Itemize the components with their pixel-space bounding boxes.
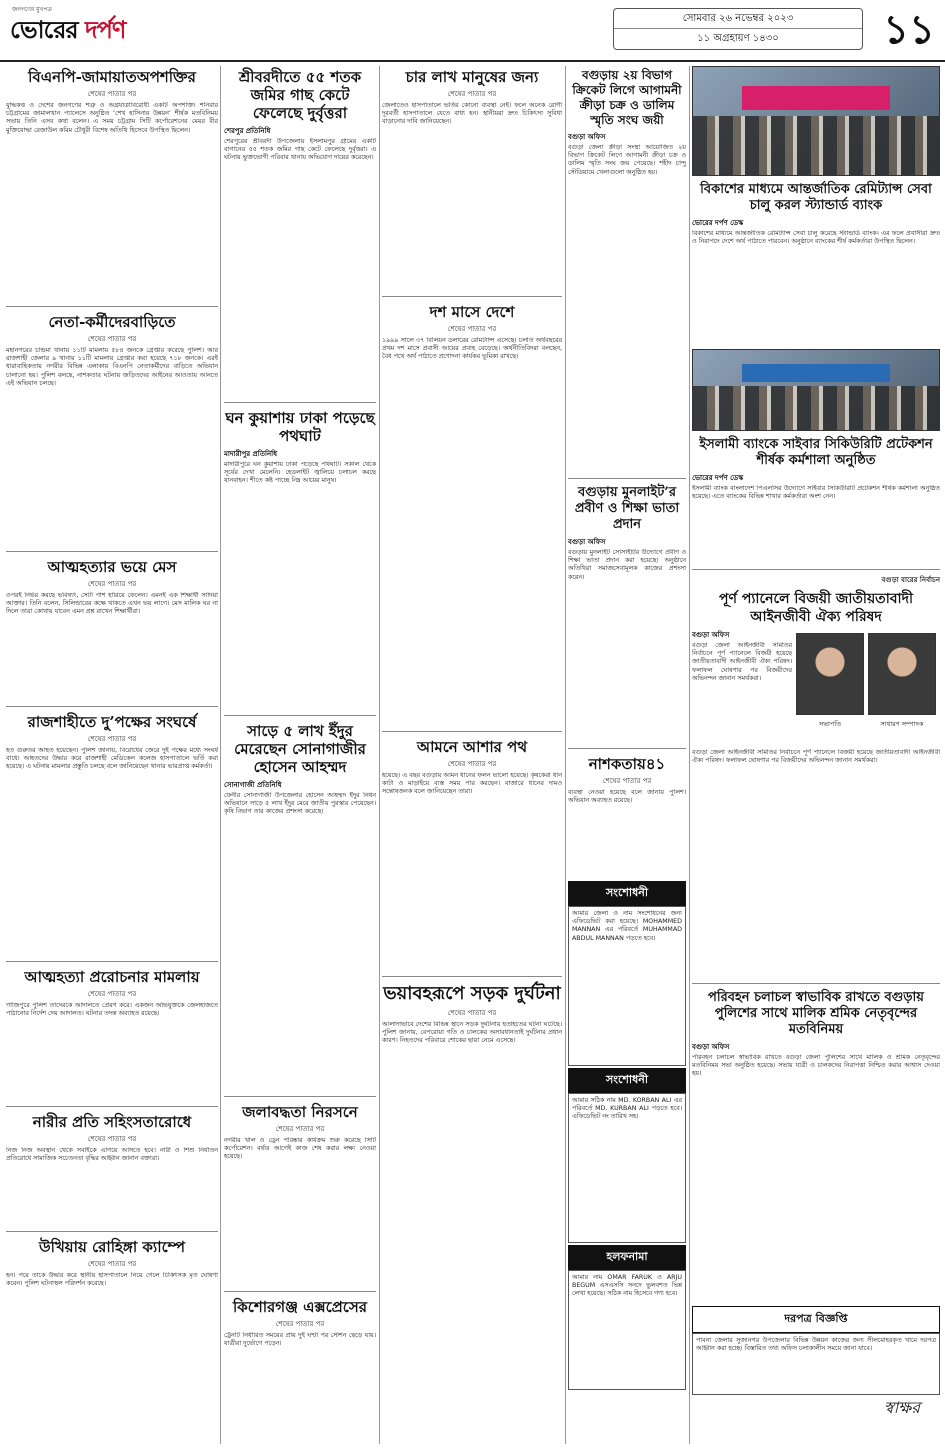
byline: বগুড়া অফিস xyxy=(692,1043,730,1051)
article-body: ইসলামী ব্যাংক বাংলাদেশ পিএলসির উদ্যোগে সাইবার সিকিউরিটি প্রটেকশন শীর্ষক কর্মশালা অনুষ্ঠিত হয়েছে। এতে ব্যাংকের বিভিন্ন শাখার কর্মকর্তারা অংশ নেন। xyxy=(692,485,940,501)
headline: বগুড়ায় মুনলাইট’র প্রবীণ ও শিক্ষা ভাতা প্রদান xyxy=(574,485,680,532)
article-body: মহানগরের চন্দ্রিমা থানায় ১১টি মামলায় ৫৮৪ জনকে গ্রেপ্তার করেছে পুলিশ। আর রাজশাহী জেলার ৯ থানায় ১১টি মামলায় গ্রেপ্তার করা হয়েছে ৭১৮ জনকে। এরই ধারাবাহিকতায় নগরীর বিভিন্ন এলাকায় বিএনপি নেতাকর্মীদের বাড়িতে অভিযান চালানো হয়। পুলিশ বলছে, নাশকতার ঘটনায় জড়িতদের আইনের আওতায় আনতে এই অভিযান চলছে। xyxy=(6,347,218,387)
byline: ভোরের দর্পণ ডেস্ক xyxy=(692,219,744,227)
column-divider xyxy=(379,66,380,1444)
headline: নাশকতায়৪১ xyxy=(588,755,666,773)
event-photo xyxy=(692,66,940,176)
article-body: হন। পরে তাকে উদ্ধার করে স্থানীয় হাসপাতালে নিয়ে গেলে চিকিৎসক মৃত ঘোষণা করেন। পুলিশ ঘটনাস্থল পরিদর্শন করেছে। xyxy=(6,1272,218,1288)
article-body: বগুড়া জেলা ক্রীড়া সংস্থা আয়োজিত ২য় বিভাগ ক্রিকেট লিগে আগামনী ক্রীড়া চক্র ও ডালিম স্মৃতি সংঘ জয় পেয়েছে। শহীদ চান্দু স্টেডিয়ামে খেলাগুলো অনুষ্ঠিত হয়। xyxy=(568,144,686,176)
article-body: ট্রেনটি নির্ধারিত সময়ের প্রায় দুই ঘণ্টা পর স্টেশন ছেড়ে যায়। যাত্রীরা দুর্ভোগে পড়েন। xyxy=(224,1332,376,1348)
masthead xyxy=(0,0,945,62)
byline: মাদারীপুর প্রতিনিধি xyxy=(224,450,278,458)
article-body: যুদ্ধিকত্ত ও দেশের জনগণের শত্রু ও অগ্রযাত্রাবিরোধী একটি অপশক্তি। শনিবার চট্টগ্রামের জামালখান প্যালেসে অনুষ্ঠিত ‘শেখ হাসিনার উন্নয়ন’ শীর্ষক মতবিনিময় সভায় তিনি এসব কথা বলেন। এ সময় চট্টগ্রাম সিটি কর্পোরেশনের মেয়র বীর মুক্তিযোদ্ধা রেজাউল করিম চৌধুরী বিশেষ অতিথি হিসেবে উপস্থিত ছিলেন। xyxy=(6,102,218,134)
byline: বগুড়া অফিস xyxy=(568,133,606,141)
date-bangla: ১১ অগ্রহায়ণ ১৪৩০ xyxy=(697,33,779,44)
notice-heading: সংশোধনী xyxy=(568,881,686,906)
continuation-note: শেষের পাতার পর xyxy=(87,735,137,743)
headline: নারীর প্রতি সহিংসতারোধে xyxy=(32,1113,192,1131)
headline: আমনে আশার পথ xyxy=(416,738,528,756)
notice-heading: সংশোধনী xyxy=(568,1068,686,1093)
article-body: ব্যবস্থা নেওয়া হয়েছে বলে জানায় পুলিশ। অভিযান অব্যাহত রয়েছে। xyxy=(568,789,686,805)
article-body: হত গুরুতর আহত হয়েছেন। পুলিশ জানায়, বিরোধের জেরে দুই পক্ষের মধ্যে সংঘর্ষ বাধে। আহতদের উদ্ধার করে রাজশাহী মেডিকেল কলেজ হাসপাতালে ভর্তি করা হয়েছে। এ ঘটনায় মামলার প্রস্তুতি চলছে বলে জানিয়েছেন থানার ভারপ্রাপ্ত কর্মকর্তা। xyxy=(6,747,218,771)
article-body: পরিবহন চলাচল স্বাভাবিক রাখতে বগুড়া জেলা পুলিশের সাথে মালিক ও শ্রমিক নেতৃবৃন্দের মতবিনিময় সভা অনুষ্ঠিত হয়েছে। সভায় যাত্রী ও চালকদের নিরাপত্তা নিশ্চিত করার আশ্বাস দেওয়া হয়। xyxy=(692,1054,940,1078)
column-2 xyxy=(224,66,376,1442)
column-3 xyxy=(382,66,562,1452)
election-story xyxy=(692,629,940,749)
headline: চার লাখ মানুষের জন্য xyxy=(405,68,539,86)
article-body: শেরপুরের শ্রীবরদী উপজেলায় ইসলামপুর গ্রামের একটি বাগানের ৫৫ শতক জমির গাছ কেটে ফেলেছে দুর্বৃত্তরা। এ ঘটনায় ভুক্তভোগী পরিবার থানায় অভিযোগ দায়ের করেছেন। xyxy=(224,138,376,162)
continuation-note: শেষের পাতার পর xyxy=(87,1260,137,1268)
article-body: বিকাশের মাধ্যমে আন্তর্জাতিক রেমিট্যান্স সেবা চালু করেছে স্ট্যান্ডার্ড ব্যাংক। এর ফলে প্রবাসীরা দ্রুত ও নিরাপদে দেশে অর্থ পাঠাতে পারবেন। অনুষ্ঠানে ব্যাংকের শীর্ষ কর্মকর্তারা উপস্থিত ছিলেন। xyxy=(692,230,940,246)
notice-body: আমার সঠিক নাম MD. KORBAN ALI এর পরিবর্তে MD. KURBAN ALI পড়তে হবে। এফিডেভিট নং তারিখ সহ। xyxy=(568,1093,686,1243)
portrait-caption: সাধারণ সম্পাদক xyxy=(880,720,924,728)
headline: দশ মাসে দেশে xyxy=(429,303,515,321)
notice-body: আমার জেলা ও নাম সংশোধনের জন্য এফিডেভিট করা হয়েছে। MOHAMMED MANNAN এর পরিবর্তে MUHAMMAD ABDUL MANNAN পড়তে হবে। xyxy=(568,906,686,1066)
byline: বগুড়া অফিস xyxy=(692,631,730,639)
notice-heading: হলফনামা xyxy=(568,1245,686,1270)
headline: ইসলামী ব্যাংকে সাইবার সিকিউরিটি প্রটেকশন শীর্ষক কর্মশালা অনুষ্ঠিত xyxy=(699,437,933,468)
secretary-portrait xyxy=(868,633,936,715)
headline: নেতা-কর্মীদেরবাড়িতে xyxy=(48,313,176,331)
tender-body: পাবনা জেলার সুজানগর উপজেলার বিভিন্ন উন্নয়ন কাজের জন্য সীলমোহরকৃত খামে দরপত্র আহ্বান করা হচ্ছে। বিস্তারিত তথ্য অফিস চলাকালীন সময়ে জানা যাবে। xyxy=(692,1333,940,1395)
column-divider xyxy=(565,66,566,1444)
continuation-note: শেষের পাতার পর xyxy=(275,1125,325,1133)
newspaper-logo xyxy=(10,12,125,52)
headline: জলাবদ্ধতা নিরসনে xyxy=(242,1103,358,1121)
article-body: আলাদাভাবে দেশের বিভিন্ন স্থানে সড়ক দুর্ঘটনায় হতাহতের ঘটনা ঘটেছে। পুলিশ জানায়, বেপরোয়া গতি ও চালকের অসাবধানতাই দুর্ঘটনার প্রধান কারণ। নিহতদের পরিবারে শোকের ছায়া নেমে এসেছে। xyxy=(382,1021,562,1045)
continuation-note: শেষের পাতার পর xyxy=(275,1320,325,1328)
headline: রাজশাহীতে দু’পক্ষের সংঘর্ষে xyxy=(27,713,197,731)
column-divider xyxy=(220,66,221,1444)
article-body: বগুড়া জেলা আইনজীবী সমিতির নির্বাচনে পূর্ণ প্যানেলে বিজয়ী হয়েছে জাতীয়তাবাদী আইনজীবী ঐক্য পরিষদ। ফলাফল ঘোষণার পর বিজয়ীদের অভিনন্দন জানান সমর্থকরা। xyxy=(692,749,940,765)
president-portrait xyxy=(796,633,864,715)
article-body: বগুড়ায় মুনলাইট সোসাইটির উদ্যোগে প্রবীণ ও শিক্ষা ভাতা প্রদান করা হয়েছে। অনুষ্ঠানে অতিথিরা সমাজসেবামূলক কাজের প্রশংসা করেন। xyxy=(568,549,686,581)
notice-body: আমার নাম OMAR FARUK ও ARJU BEGUM এসএসসি সনদে ভুলবশত ভিন্ন লেখা হয়েছে। সঠিক নাম হিসেবে গণ্য হবে। xyxy=(568,1270,686,1390)
article-body: নিজ নিজ অবস্থান থেকে সবাইকে এগিয়ে আসতে হবে। নারী ও শিশু নির্যাতন প্রতিরোধে সামাজিক সচেতনতা বৃদ্ধির আহ্বান জানান বক্তারা। xyxy=(6,1147,218,1163)
article-body: গাজিপুরে পুলিশ তাদেরকে আদালতে প্রেরণ করে। একজন অভিযুক্তকে জেলহাজতে পাঠানোর নির্দেশ দেয় আদালত। ঘটনার তদন্ত অব্যাহত রয়েছে। xyxy=(6,1002,218,1018)
continuation-note: শেষের পাতার পর xyxy=(602,777,652,785)
event-photo xyxy=(692,349,940,431)
continuation-note: শেষের পাতার পর xyxy=(87,1135,137,1143)
headline: পূর্ণ প্যানেলে বিজয়ী জাতীয়তাবাদী আইনজীবী ঐক্য পরিষদ xyxy=(719,591,913,625)
continuation-note: শেষের পাতার পর xyxy=(447,760,497,768)
article-body: বগুড়া জেলা আইনজীবী সমিতির নির্বাচনে পূর্ণ প্যানেলে বিজয়ী হয়েছে জাতীয়তাবাদী আইনজীবী ঐক্য পরিষদ। ফলাফল ঘোষণার পর বিজয়ীদের অভিনন্দন জানান সমর্থকরা। xyxy=(692,642,792,682)
continuation-note: শেষের পাতার পর xyxy=(447,1009,497,1017)
continuation-note: শেষের পাতার পর xyxy=(87,335,137,343)
kicker: বগুড়া বারের নির্বাচন xyxy=(881,576,940,584)
article-body: জেলাতেও হাসপাতালে ভর্তির কোনো ব্যবস্থা নেই। ফলে অনেক রোগী দূরবর্তী হাসপাতালে যেতে বাধ্য হন। স্থানীয়রা দ্রুত চিকিৎসা সুবিধা বাড়ানোর দাবি জানিয়েছেন। xyxy=(382,102,562,126)
byline: সোনাগাজী প্রতিনিধি xyxy=(224,781,282,789)
article-body: মাদারীপুরে ঘন কুয়াশায় ঢাকা পড়েছে পথঘাট। সকাল থেকে সূর্যের দেখা মেলেনি। হেডলাইট জ্বালিয়ে চলাচল করছে যানবাহন। শীতে কষ্ট পাচ্ছে নিম্ন আয়ের মানুষ। xyxy=(224,461,376,485)
date-box xyxy=(613,8,863,50)
headline: উখিয়ায় রোহিঙ্গা ক্যাম্পে xyxy=(38,1238,186,1256)
headline: আত্মহত্যা প্ররোচনার মামলায় xyxy=(24,968,200,986)
byline: শেরপুর প্রতিনিধি xyxy=(224,127,271,135)
column-1 xyxy=(6,66,218,1332)
article-body: ১৯৯৯ সালে ৩৭ বিলিয়ন ডলারের রেমিট্যান্স এসেছে। চলতি অর্থবছরের প্রথম দশ মাসে প্রবাসী আয়ের প্রবাহ বেড়েছে। অর্থনীতিবিদরা বলছেন, বৈধ পথে অর্থ পাঠাতে প্রণোদনা কার্যকর ভূমিকা রাখছে। xyxy=(382,337,562,361)
continuation-note: শেষের পাতার পর xyxy=(87,580,137,588)
article-body: ওপরই নির্ভর করছে ভবিষ্যৎ, সেটা পাশ হারিয়ে ফেলেন। এমনই এক শিক্ষার্থী সাদিয়া আক্তার। তিনি বলেন, সিলিন্ডারের কক্ষে থাকতে এখন ভয় লাগে। মেস মালিক ঘর না দিলে তারা কোথায় যাবেন এমন প্রশ্ন রাখেন শিক্ষার্থীরা। xyxy=(6,592,218,616)
headline: বগুড়ায় ২য় বিভাগ ক্রিকেট লিগে আগামনী ক্রীড়া চক্র ও ডালিম স্মৃতি সংঘ জয়ী xyxy=(572,68,682,127)
byline: বগুড়া অফিস xyxy=(568,538,606,546)
headline: পরিবহন চলাচল স্বাভাবিক রাখতে বগুড়ায় পুলিশের সাথে মালিক শ্রমিক নেতৃবৃন্দের মতবিনিময় xyxy=(708,990,924,1037)
continuation-note: শেষের পাতার পর xyxy=(87,90,137,98)
article-body: ফেনীর সোনাগাজী উপজেলার হোসেন আহম্মদ ইঁদুর নিধন অভিযানে সাড়ে ৫ লাখ ইঁদুর মেরে জাতীয় পুরস্কার পেয়েছেন। কৃষি বিভাগ তার কাজের প্রশংসা করেছে। xyxy=(224,792,376,816)
headline: শ্রীবরদীতে ৫৫ শতক জমির গাছ কেটে ফেলেছে দুর্বৃত্তরা xyxy=(238,68,362,122)
logo-accent: দর্পণ xyxy=(85,15,126,44)
headline: আত্মহত্যার ভয়ে মেস xyxy=(47,558,177,576)
article-body: হয়েছে। এ বছর বগুড়ায় আমন ধানের ফলন ভালো হয়েছে। কৃষকেরা ধান কাটা ও মাড়াইয়ে ব্যস্ত সময় পার করছেন। বাজারে ধানের দামও সন্তোষজনক বলে জানিয়েছেন তারা। xyxy=(382,772,562,796)
brand-tagline: জনগণের মুখপত্র xyxy=(12,6,52,13)
column-4 xyxy=(568,66,686,1390)
tender-heading: দরপত্র বিজ্ঞপ্তি xyxy=(692,1306,940,1333)
article-body: নগরীর খাল ও ড্রেন পরিষ্কার কার্যক্রম শুরু করেছে সিটি কর্পোরেশন। বর্ষার আগেই কাজ শেষ করার লক্ষ্য নেওয়া হয়েছে। xyxy=(224,1137,376,1161)
date-gregorian: সোমবার ২৬ নভেম্বর ২০২৩ xyxy=(614,9,862,29)
headline: ঘন কুয়াশায় ঢাকা পড়েছে পথঘাট xyxy=(225,409,375,445)
headline: কিশোরগঞ্জ এক্সপ্রেসের xyxy=(233,1298,367,1316)
continuation-note: শেষের পাতার পর xyxy=(447,90,497,98)
column-divider xyxy=(689,66,690,1444)
signature: স্বাক্ষর xyxy=(883,1398,920,1417)
headline: ভয়াবহরূপে সড়ক দুর্ঘটনা xyxy=(383,983,561,1004)
continuation-note: শেষের পাতার পর xyxy=(447,325,497,333)
headline: বিএনপি-জামায়াতঅপশক্তির xyxy=(28,68,196,86)
headline: বিকাশের মাধ্যমে আন্তর্জাতিক রেমিট্যান্স সেবা চালু করল স্ট্যান্ডার্ড ব্যাংক xyxy=(700,182,932,213)
headline: সাড়ে ৫ লাখ ইঁদুর মেরেছেন সোনাগাজীর হোসেন আহম্মদ xyxy=(234,722,366,776)
column-5 xyxy=(692,66,940,1422)
byline: ভোরের দর্পণ ডেস্ক xyxy=(692,474,744,482)
continuation-note: শেষের পাতার পর xyxy=(87,990,137,998)
page-number: ১১ xyxy=(883,7,935,53)
logo-main: ভোরের xyxy=(10,15,78,44)
portrait-caption: সভাপতি xyxy=(818,720,842,728)
